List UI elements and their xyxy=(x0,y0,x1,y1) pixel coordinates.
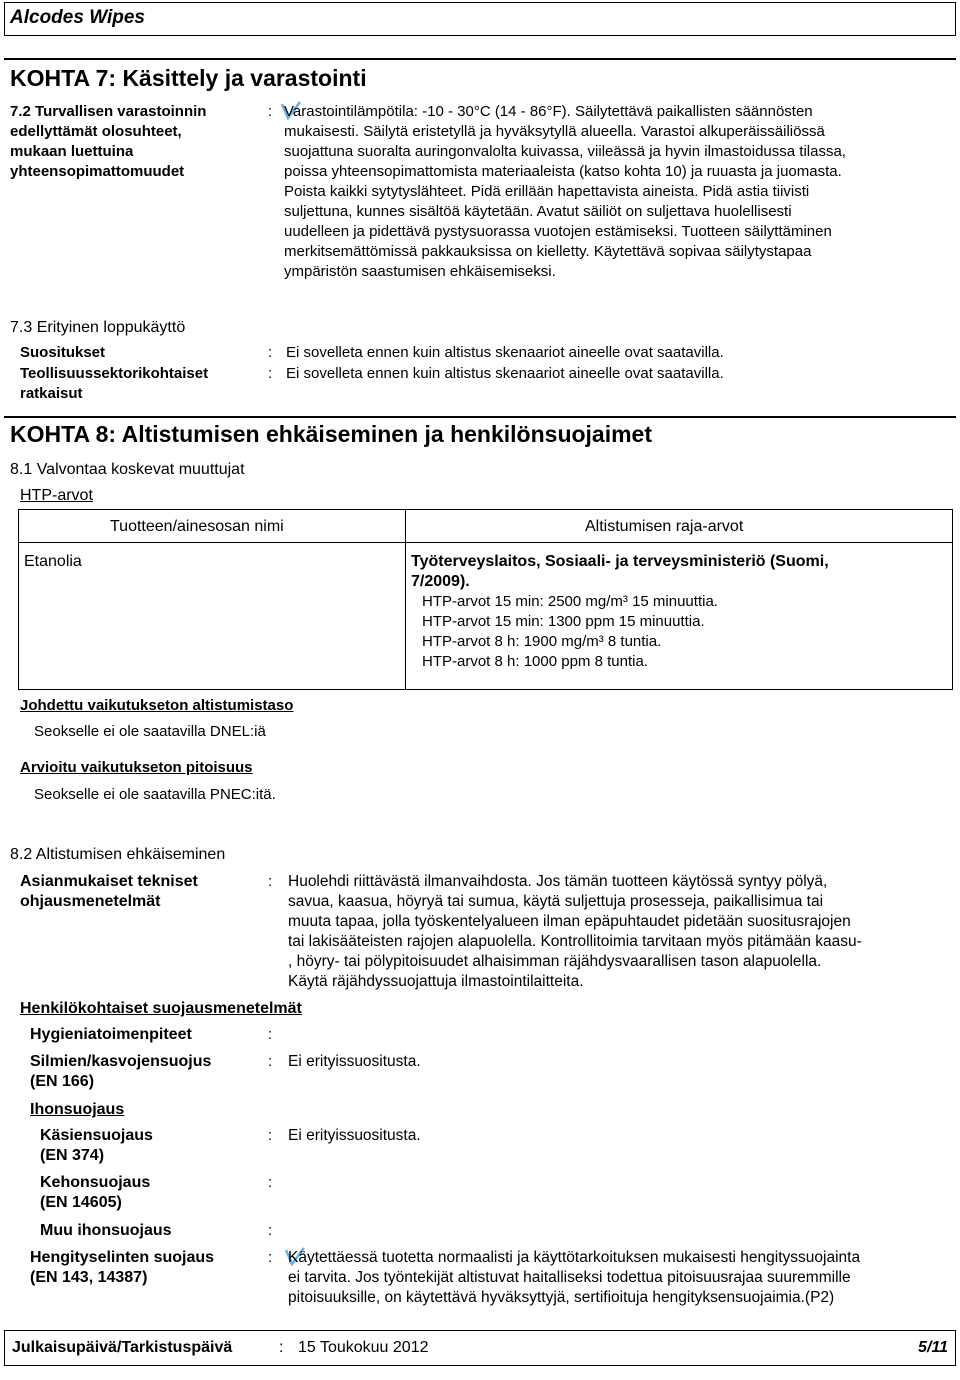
hygiene-colon: : xyxy=(268,1026,273,1043)
table-divider xyxy=(405,509,406,690)
section-8-title: KOHTA 8: Altistumisen ehkäiseminen ja henkilönsuojaimet xyxy=(10,421,653,447)
dnel-text: Seokselle ei ole saatavilla DNEL:iä xyxy=(34,723,266,740)
s73-colon: : xyxy=(268,344,273,361)
document-header xyxy=(4,2,956,36)
personal-protection-heading: Henkilökohtaiset suojausmenetelmät xyxy=(20,1000,302,1017)
hand-protection-colon: : xyxy=(268,1127,273,1144)
body-protection-label: Kehonsuojaus (EN 14605) xyxy=(40,1174,151,1211)
s72-label: 7.2 Turvallisen varastoinnin edellyttämät olosuhteet, mukaan luettuina yhteensopimattomuudet xyxy=(10,103,207,180)
htp-heading: HTP-arvot xyxy=(20,487,93,504)
other-skin-colon: : xyxy=(268,1222,273,1239)
tech-controls-text: Huolehdi riittävästä ilmanvaihdosta. Jos tämän tuotteen käytössä syntyy pölyä, savua, kaasua, höyryä tai sumua, käytä suljettuja prosesseja, paikallisimua tai muuta tapaa, jolla työskentelyalueen ilman epäpuhtaudet pidetään suositusrajojen tai lakisääteisten rajojen alapuolella. Kontrollitoimia tarvitaan myös pitämään kaasu- , höyry- tai pölypitoisuudet alhaisimman räjähdysvaarallisen tason alapuolella. Käytä räjähdyssuojattuja ilmastointilaitteita. xyxy=(288,873,862,990)
footer-colon: : xyxy=(279,1339,284,1356)
s73-recommendations-value: Ei sovelleta ennen kuin altistus skenaariot aineelle ovat saatavilla. xyxy=(286,344,724,361)
table-row-name: Etanolia xyxy=(24,553,82,570)
table-divider xyxy=(18,542,953,543)
hygiene-label: Hygieniatoimenpiteet xyxy=(30,1026,192,1043)
eye-protection-value: Ei erityissuositusta. xyxy=(288,1053,421,1070)
tech-controls-label: Asianmukaiset tekniset ohjausmenetelmät xyxy=(20,873,198,910)
s73-industry-value: Ei sovelleta ennen kuin altistus skenaariot aineelle ovat saatavilla. xyxy=(286,365,724,382)
footer-date: 15 Toukokuu 2012 xyxy=(298,1339,429,1356)
table-col-name: Tuotteen/ainesosan nimi xyxy=(110,518,284,535)
table-col-limits: Altistumisen raja-arvot xyxy=(585,518,744,535)
s73-recommendations-label: Suositukset xyxy=(20,344,106,361)
respiratory-label: Hengityselinten suojaus (EN 143, 14387) xyxy=(30,1249,215,1286)
product-title: Alcodes Wipes xyxy=(10,7,145,28)
table-row-source: Työterveyslaitos, Sosiaali- ja terveysministeriö (Suomi, 7/2009). xyxy=(411,553,829,590)
pnec-text: Seokselle ei ole saatavilla PNEC:itä. xyxy=(34,786,276,803)
s73-colon: : xyxy=(268,365,273,382)
other-skin-label: Muu ihonsuojaus xyxy=(40,1222,172,1239)
s73-heading: 7.3 Erityinen loppukäyttö xyxy=(10,319,186,336)
s82-heading: 8.2 Altistumisen ehkäiseminen xyxy=(10,846,226,863)
s73-industry-label: Teollisuussektorikohtaiset ratkaisut xyxy=(20,365,209,402)
body-protection-colon: : xyxy=(268,1174,273,1191)
respiratory-text: Käytettäessä tuotetta normaalisti ja käyttötarkoituksen mukaisesti hengityssuojainta ei tarvita. Jos työntekijät altistuvat haitalliseksi todettua pitoisuusrajaa suuremmille pitoisuuksille, on käytettävä hyväksyttyjä, sertifioituja hengityksensuojaimia.(P2) xyxy=(288,1249,861,1306)
dnel-heading: Johdettu vaikutukseton altistumistaso xyxy=(20,697,294,714)
tech-controls-colon: : xyxy=(268,873,273,890)
s72-colon: : xyxy=(268,103,273,120)
page-number: 5/11 xyxy=(918,1339,948,1356)
section-7-title: KOHTA 7: Käsittely ja varastointi xyxy=(10,65,367,91)
respiratory-colon: : xyxy=(268,1249,273,1266)
table-row-values: HTP-arvot 15 min: 2500 mg/m³ 15 minuuttia. HTP-arvot 15 min: 1300 ppm 15 minuuttia. HTP-arvot 8 h: 1900 mg/m³ 8 tuntia. HTP-arvot 8 h: 1000 ppm 8 tuntia. xyxy=(422,593,718,670)
s72-text: Varastointilämpötila: -10 - 30°C (14 - 86°F). Säilytettävä paikallisten säännösten mukaisesti. Säilytä eristetyllä ja hyväksytyllä alueella. Varastoi alkuperäissäiliössä suojattuna suoralta auringonvalolta kuivassa, viileässä ja hyvin ilmastoidussa tilassa, poissa yhteensopimattomista materiaaleista (katso kohta 10) ja ruuasta ja juomasta. Poista kaikki sytytyslähteet. Pidä erillään hapettavista aineista. Pidä astia tiivisti suljettuna, kunnes sisältöä käytetään. Avatut säiliöt on suljettava huolellisesti uudelleen ja pidettävä pystysuorassa vuotojen estämiseksi. Tuotteen säilyttäminen merkitsemättömissä pakkauksissa on kielletty. Käytettävä sopivaa säilytystapaa ympäristön saastumisen ehkäisemiseksi. xyxy=(284,103,846,280)
eye-protection-colon: : xyxy=(268,1053,273,1070)
hand-protection-value: Ei erityissuositusta. xyxy=(288,1127,421,1144)
skin-protection-heading: Ihonsuojaus xyxy=(30,1101,125,1118)
eye-protection-label: Silmien/kasvojensuojus (EN 166) xyxy=(30,1053,212,1090)
s81-heading: 8.1 Valvontaa koskevat muuttujat xyxy=(10,461,245,478)
hand-protection-label: Käsiensuojaus (EN 374) xyxy=(40,1127,153,1164)
pnec-heading: Arvioitu vaikutukseton pitoisuus xyxy=(20,759,253,776)
footer-date-label: Julkaisupäivä/Tarkistuspäivä xyxy=(12,1339,233,1356)
